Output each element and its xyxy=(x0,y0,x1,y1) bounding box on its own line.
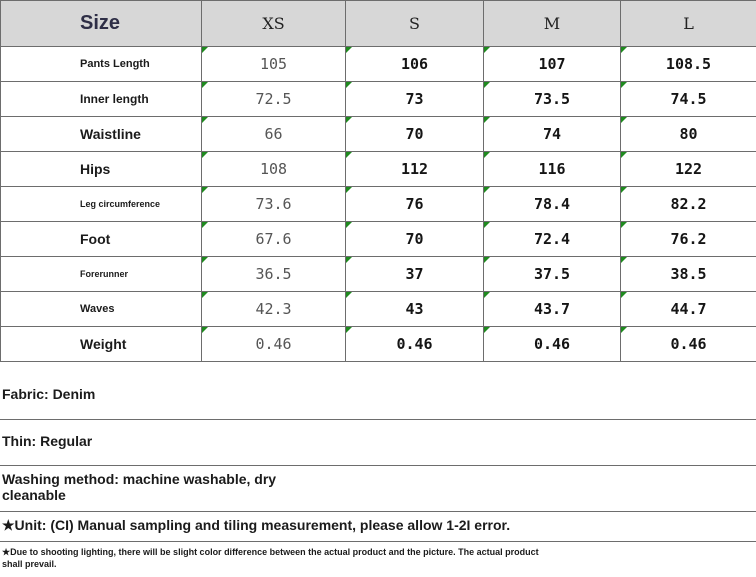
cell-xs: 67.6 xyxy=(202,222,346,257)
row-label: Foot xyxy=(1,222,202,257)
cell-l: 80 xyxy=(621,117,756,152)
cell-m: 0.46 xyxy=(484,327,621,362)
table-row xyxy=(1,117,756,152)
cell-m: 116 xyxy=(484,152,621,187)
unit-row xyxy=(0,512,756,542)
cell-l: 82.2 xyxy=(621,187,756,222)
washing-text-line2: cleanable xyxy=(2,487,66,503)
cell-l: 0.46 xyxy=(621,327,756,362)
note-row xyxy=(0,542,756,577)
row-label: Pants Length xyxy=(1,47,202,82)
table-row xyxy=(1,292,756,327)
header-xs: XS xyxy=(202,1,346,47)
unit-text: ★Unit: (CI) Manual sampling and tiling measurement, please allow 1-2I error. xyxy=(2,517,511,533)
cell-l: 122 xyxy=(621,152,756,187)
table-row xyxy=(1,257,756,292)
row-label: Weight xyxy=(1,327,202,362)
table-row xyxy=(1,327,756,362)
cell-s: 43 xyxy=(346,292,484,327)
cell-s: 76 xyxy=(346,187,484,222)
cell-s: 73 xyxy=(346,82,484,117)
cell-m: 37.5 xyxy=(484,257,621,292)
header-s: S xyxy=(346,1,484,47)
cell-xs: 0.46 xyxy=(202,327,346,362)
fabric-text: Fabric: Denim xyxy=(2,386,96,402)
table-header-row xyxy=(1,1,756,47)
cell-xs: 36.5 xyxy=(202,257,346,292)
cell-m: 43.7 xyxy=(484,292,621,327)
header-l: L xyxy=(621,1,756,47)
row-label: Forerunner xyxy=(1,257,202,292)
row-label: Waves xyxy=(1,292,202,327)
header-m: M xyxy=(484,1,621,47)
note-text-line1: ★Due to shooting lighting, there will be slight color difference between the actual product and the picture. The actual product xyxy=(2,547,539,557)
washing-text-line1: Washing method: machine washable, dry xyxy=(2,471,277,487)
cell-l: 76.2 xyxy=(621,222,756,257)
thin-row xyxy=(0,420,756,466)
cell-m: 72.4 xyxy=(484,222,621,257)
cell-s: 0.46 xyxy=(346,327,484,362)
header-size: Size xyxy=(1,1,202,47)
thin-text: Thin: Regular xyxy=(2,433,93,449)
cell-l: 38.5 xyxy=(621,257,756,292)
row-label: Leg circumference xyxy=(1,187,202,222)
cell-xs: 105 xyxy=(202,47,346,82)
cell-s: 37 xyxy=(346,257,484,292)
note-text-line2: shall prevail. xyxy=(2,559,57,569)
cell-l: 74.5 xyxy=(621,82,756,117)
cell-xs: 73.6 xyxy=(202,187,346,222)
cell-m: 107 xyxy=(484,47,621,82)
cell-xs: 108 xyxy=(202,152,346,187)
row-label: Waistline xyxy=(1,117,202,152)
cell-s: 70 xyxy=(346,117,484,152)
cell-l: 44.7 xyxy=(621,292,756,327)
cell-m: 73.5 xyxy=(484,82,621,117)
table-row xyxy=(1,222,756,257)
table-row xyxy=(1,82,756,117)
cell-m: 78.4 xyxy=(484,187,621,222)
cell-m: 74 xyxy=(484,117,621,152)
washing-row xyxy=(0,466,756,512)
table-row xyxy=(1,152,756,187)
table-row xyxy=(1,187,756,222)
cell-s: 70 xyxy=(346,222,484,257)
row-label: Hips xyxy=(1,152,202,187)
cell-s: 112 xyxy=(346,152,484,187)
cell-xs: 42.3 xyxy=(202,292,346,327)
row-label: Inner length xyxy=(1,82,202,117)
cell-l: 108.5 xyxy=(621,47,756,82)
fabric-row xyxy=(0,374,756,420)
cell-xs: 72.5 xyxy=(202,82,346,117)
table-row xyxy=(1,47,756,82)
cell-s: 106 xyxy=(346,47,484,82)
cell-xs: 66 xyxy=(202,117,346,152)
